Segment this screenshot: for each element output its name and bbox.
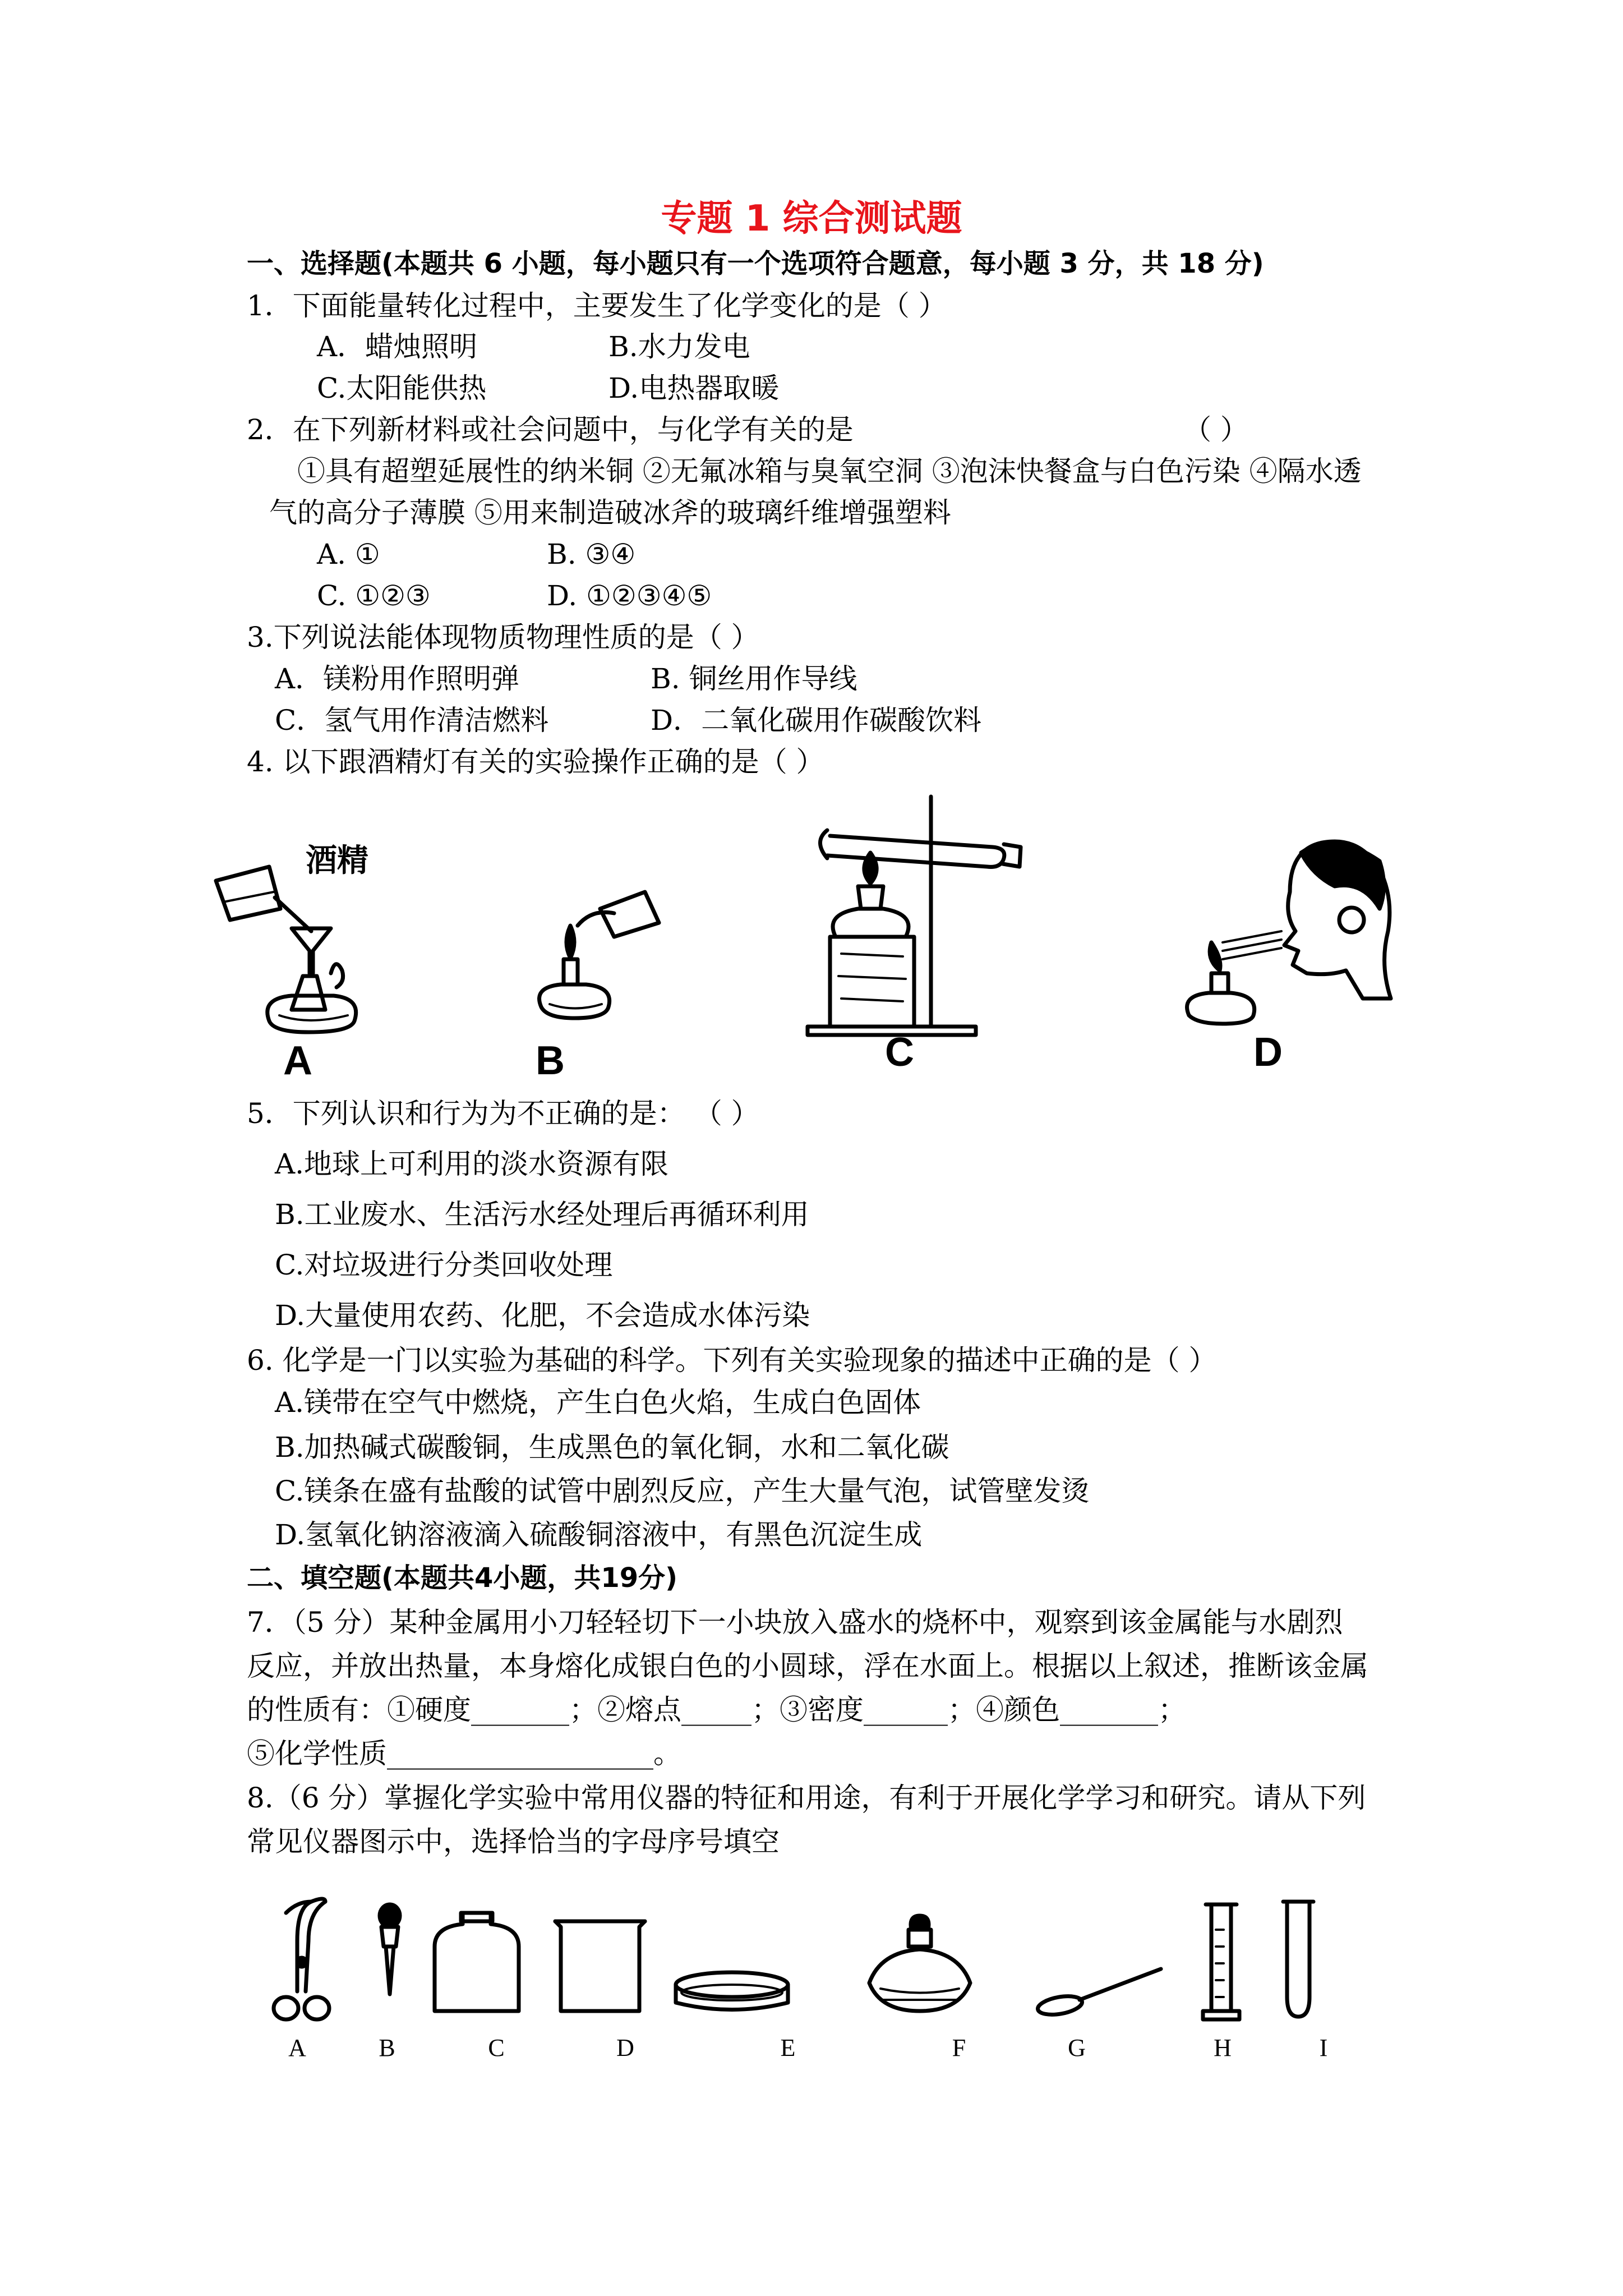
- q6-stem: 6. 化学是一门以实验为基础的科学。下列有关实验现象的描述中正确的是（ ）: [247, 1344, 1217, 1377]
- q8-line1: 8.（6 分）掌握化学实验中常用仪器的特征和用途，有利于开展化学学习和研究。请从下列: [247, 1782, 1366, 1814]
- instrument-label-i: I: [1319, 2034, 1328, 2062]
- q8-line2: 常见仪器图示中，选择恰当的字母序号填空: [247, 1825, 780, 1858]
- instrument-label-h: H: [1214, 2034, 1232, 2062]
- instrument-label-a: A: [288, 2034, 306, 2062]
- q7-line3: 的性质有：①硬度_______；②熔点_____；③密度______；④颜色_______；: [247, 1694, 1186, 1726]
- q6-option-a: A.镁带在空气中燃烧，产生白色火焰，生成白色固体: [275, 1386, 921, 1419]
- blowing-out-lamp-figure-d: [1166, 830, 1402, 1032]
- instrument-label-b: B: [379, 2034, 395, 2062]
- crucible-tongs-icon: [274, 1899, 329, 2019]
- graduated-cylinder-icon: [1203, 1904, 1239, 2019]
- instrument-label-c: C: [488, 2034, 505, 2062]
- q4-label-d: D: [1253, 1030, 1283, 1075]
- q7-line4: ⑤化学性质___________________。: [247, 1737, 681, 1770]
- instruments-figure: [264, 1896, 1385, 2036]
- section1-heading: 一、选择题(本题共 6 小题，每小题只有一个选项符合题意，每小题 3 分，共 18 分): [247, 248, 1264, 279]
- q2-option-d: D. ①②③④⑤: [547, 579, 712, 612]
- q2-paren: （ ）: [1183, 413, 1248, 446]
- q1-option-d: D.电热器取暖: [608, 372, 780, 404]
- q4-label-a: A: [283, 1038, 312, 1083]
- q2-items-line1: ①具有超塑延展性的纳米铜 ②无氟冰箱与臭氧空洞 ③泡沫快餐盒与白色污染 ④隔水透: [297, 455, 1362, 487]
- q5-option-c: C.对垃圾进行分类回收处理: [275, 1249, 613, 1281]
- q6-option-c: C.镁条在盛有盐酸的试管中剧烈反应，产生大量气泡，试管壁发烫: [275, 1475, 1090, 1507]
- section2-heading: 二、填空题(本题共4小题，共19分): [247, 1562, 678, 1594]
- q7-line1: 7．（5 分）某种金属用小刀轻轻切下一小块放入盛水的烧杯中，观察到该金属能与水剧烈: [247, 1606, 1343, 1639]
- q4-label-b: B: [536, 1038, 565, 1083]
- q3-option-d: D．二氧化碳用作碳酸饮料: [651, 704, 982, 737]
- q3-option-a: A．镁粉用作照明弹: [275, 662, 520, 695]
- alcohol-lamp-figure-b: [508, 892, 676, 1043]
- q4-stem: 4. 以下跟酒精灯有关的实验操作正确的是（ ）: [247, 746, 824, 778]
- q5-option-d: D.大量使用农药、化肥，不会造成水体污染: [275, 1299, 810, 1332]
- q2-items-line2: 气的高分子薄膜 ⑤用来制造破冰斧的玻璃纤维增强塑料: [269, 496, 951, 529]
- q3-option-c: C．氢气用作清洁燃料: [275, 704, 549, 737]
- evaporating-dish-icon: [676, 1972, 788, 2010]
- alcohol-label: 酒精: [306, 843, 368, 879]
- q1-option-b: B.水力发电: [608, 330, 750, 363]
- q2-option-c: C. ①②③: [317, 579, 431, 612]
- q5-option-b: B.工业废水、生活污水经处理后再循环利用: [275, 1198, 809, 1231]
- beaker-icon: [555, 1921, 645, 2011]
- q2-option-a: A. ①: [317, 538, 380, 570]
- q2-option-b: B. ③④: [547, 538, 636, 570]
- instrument-label-d: D: [616, 2034, 634, 2062]
- q7-line2: 反应，并放出热量，本身熔化成银白色的小圆球，浮在水面上。根据以上叙述，推断该金属: [247, 1650, 1368, 1682]
- spoon-icon: [1036, 1969, 1161, 2018]
- q1-option-a: A．蜡烛照明: [317, 330, 478, 363]
- q4-label-c: C: [885, 1030, 914, 1075]
- q1-stem: 1．下面能量转化过程中，主要发生了化学变化的是（ ）: [247, 289, 947, 322]
- dropper-icon: [380, 1904, 400, 1994]
- instrument-label-f: F: [952, 2034, 966, 2062]
- q6-option-b: B.加热碱式碳酸铜，生成黑色的氧化铜，水和二氧化碳: [275, 1431, 949, 1464]
- q5-stem: 5．下列认识和行为为不正确的是： （ ）: [247, 1097, 759, 1130]
- instrument-label-e: E: [780, 2034, 796, 2062]
- page-title: 专题 1 综合测试题: [661, 198, 962, 240]
- alcohol-lamp-icon: [869, 1916, 970, 2011]
- q5-option-a: A.地球上可利用的淡水资源有限: [275, 1148, 669, 1180]
- instrument-label-g: G: [1068, 2034, 1086, 2062]
- q1-option-c: C.太阳能供热: [317, 372, 487, 404]
- wide-mouth-bottle-icon: [435, 1913, 519, 2011]
- q6-option-d: D.氢氧化钠溶液滴入硫酸铜溶液中，有黑色沉淀生成: [275, 1519, 923, 1551]
- q2-stem: 2．在下列新材料或社会问题中，与化学有关的是: [247, 413, 854, 446]
- q3-stem: 3.下列说法能体现物质物理性质的是（ ）: [247, 621, 759, 654]
- test-tube-heating-figure-c: [808, 785, 1043, 1049]
- q3-option-b: B. 铜丝用作导线: [651, 662, 857, 695]
- test-tube-icon: [1283, 1902, 1313, 2017]
